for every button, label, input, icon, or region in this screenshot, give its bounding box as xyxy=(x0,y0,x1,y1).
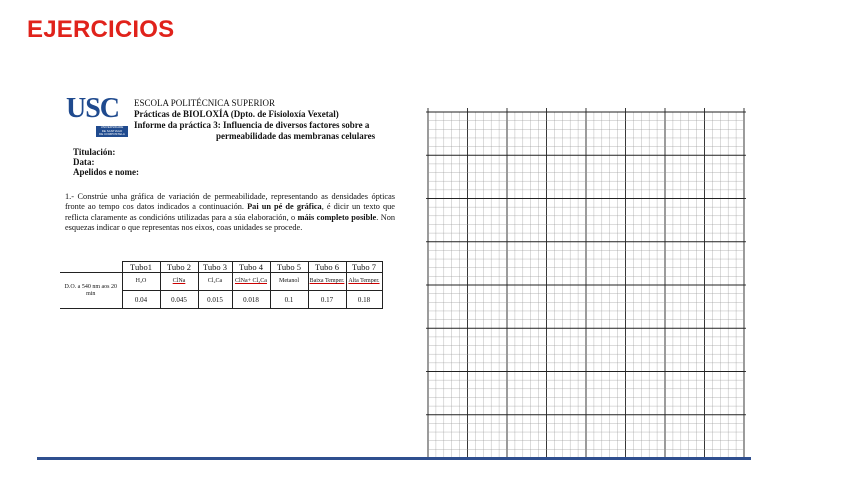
field-titulacion: Titulación: xyxy=(73,147,116,157)
logo-letters: USC xyxy=(66,93,120,124)
slide-title: EJERCICIOS xyxy=(27,16,175,43)
table-cell: 0.17 xyxy=(308,291,346,309)
table-cell: 0.018 xyxy=(232,291,270,309)
instructions-part1: 1.- Constrúe unha gráfica de variación de permeabilidade, representando as densidades ópticas fronte ao tempo cos datos indicados a continuación. xyxy=(65,192,395,212)
instructions-bold2: máis completo posible xyxy=(297,212,377,222)
table-cell: 0.04 xyxy=(122,291,160,309)
table-cell: 0.1 xyxy=(270,291,308,309)
table-row-label: D.O. a 540 nm aos 20 min xyxy=(60,273,122,309)
usc-logo xyxy=(66,93,128,138)
data-table xyxy=(60,261,383,309)
field-data: Data: xyxy=(73,157,95,167)
table-header: Tubo 5 xyxy=(270,262,308,273)
school-name: ESCOLA POLITÉCNICA SUPERIOR xyxy=(134,98,276,108)
table-cell: Alta Temper. xyxy=(346,273,382,291)
table-cell: Cl₂Ca xyxy=(198,273,232,291)
table-header: Tubo 2 xyxy=(160,262,198,273)
graph-paper xyxy=(426,108,746,460)
report-title-cont: permeabilidade das membranas celulares xyxy=(216,131,376,141)
table-cell: Metanol xyxy=(270,273,308,291)
table-cell: ClNa xyxy=(160,273,198,291)
table-header: Tubo 7 xyxy=(346,262,382,273)
instructions-part3: . Non esquezas indicar o que representas nos eixos, coas unidades se procede. xyxy=(65,212,395,233)
table-cell: Baixa Temper. xyxy=(308,273,346,291)
table-cell: 0.045 xyxy=(160,291,198,309)
instructions-bold1: Pai un pé de gráfica xyxy=(247,202,322,212)
table-header: Tubo 4 xyxy=(232,262,270,273)
table-cell: 0.18 xyxy=(346,291,382,309)
table-header: Tubo 6 xyxy=(308,262,346,273)
instructions xyxy=(65,192,395,234)
field-apelidos: Apelidos e nome: xyxy=(73,167,139,177)
instructions-part2: , é dicir un texto que reflicta claramente as condicións utilizadas para a súa elaboración, o xyxy=(65,202,395,222)
table-cell: 0.015 xyxy=(198,291,232,309)
report-title: Informe da práctica 3: Influencia de diversos factores sobre a xyxy=(134,120,370,130)
exercise-document xyxy=(60,94,398,314)
table-header: Tubo1 xyxy=(122,262,160,273)
table-cell: ClNa+ Cl₂Ca xyxy=(232,273,270,291)
table-header: Tubo 3 xyxy=(198,262,232,273)
bottom-rule xyxy=(37,457,751,460)
logo-subtitle: UNIVERSIDADE DE SANTIAGO DE COMPOSTELA xyxy=(99,125,125,137)
table-reagent-row xyxy=(60,273,382,291)
table-header-row xyxy=(60,262,382,273)
course-name: Prácticas de BIOLOXÍA (Dpto. de Fisioloxía Vexetal) xyxy=(134,109,339,119)
table-cell: H₂O xyxy=(122,273,160,291)
